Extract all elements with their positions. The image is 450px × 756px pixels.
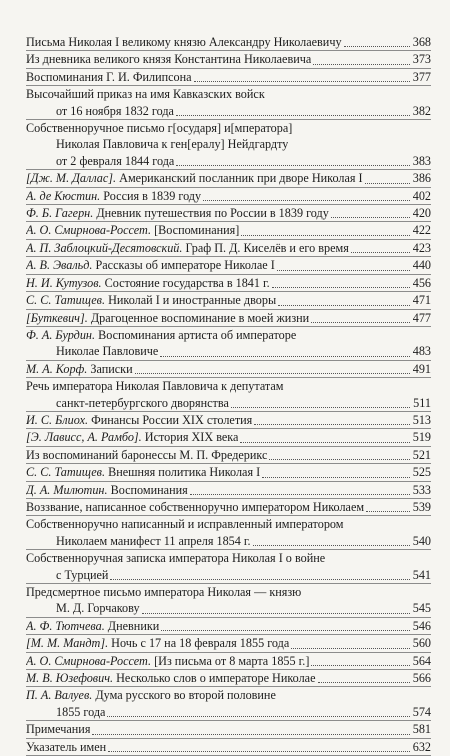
toc-entry-page: 477 (412, 310, 431, 325)
dot-leader (160, 356, 410, 357)
toc-entry-page: 525 (412, 465, 431, 480)
dot-leader (161, 630, 410, 631)
toc-entry-title (26, 292, 276, 308)
toc-entry-line (26, 600, 431, 616)
toc-entry (26, 739, 431, 755)
toc-entry-author: Ф. Б. Гагерн. (26, 206, 94, 221)
toc-entry (26, 292, 431, 308)
toc-entry-line (26, 343, 431, 359)
toc-entry-text: Николае Павловиче (56, 344, 159, 359)
toc-entry (26, 327, 431, 360)
toc-entry-line (26, 188, 431, 204)
toc-entry-title (26, 205, 329, 221)
dot-leader (277, 270, 410, 271)
toc-entry-text: Россия в 1839 году (103, 188, 202, 203)
toc-entry-text: Письма Николая I великому князю Александру Николаевичу (26, 35, 342, 49)
toc-entry-text: [Воспоминания] (154, 223, 240, 238)
toc-entry-line (26, 378, 431, 394)
toc-entry-line (26, 533, 431, 549)
toc-entry-title (56, 395, 229, 411)
toc-entry-text: 1855 года (56, 704, 106, 719)
toc-entry-line (26, 739, 431, 755)
dot-leader (291, 648, 410, 649)
toc-entry-text: Собственноручная записка императора Николая I о войне (26, 551, 326, 566)
toc-entry-page: 574 (412, 704, 431, 719)
toc-entry-title (26, 222, 239, 238)
dot-leader (194, 81, 410, 82)
toc-entry-page: 541 (412, 567, 431, 582)
toc-entry-line (26, 292, 431, 308)
toc-entry-author: А. О. Смирнова-Россет. (26, 223, 152, 238)
toc-entry-title (26, 412, 252, 428)
toc-entry-title (26, 170, 363, 186)
toc-entry-line (26, 653, 431, 669)
toc-entry-author: А. П. Заблоцкий-Десятовский. (26, 240, 183, 255)
toc-entry-text: Дневник путешествия по России в 1839 году (96, 206, 329, 221)
toc-entry-page: 383 (412, 153, 431, 168)
toc-entry-author: Н. И. Кутузов. (26, 275, 102, 290)
toc-entry-text: Воспоминания (110, 482, 188, 497)
toc-entry (26, 429, 431, 445)
toc-entry-line (26, 361, 431, 377)
dot-leader (176, 165, 410, 166)
toc-entry-page: 402 (412, 188, 431, 203)
toc-entry-title (26, 86, 265, 102)
toc-entry-line (26, 567, 431, 583)
toc-entry-page: 546 (412, 618, 431, 633)
dot-leader (313, 64, 410, 65)
toc-entry-line (26, 447, 431, 463)
toc-entry-line (26, 687, 431, 703)
dot-leader (366, 511, 410, 512)
toc-entry-author: П. А. Валуев. (26, 688, 93, 703)
toc-entry-text: Воспоминания артиста об императоре (98, 327, 297, 342)
toc-entry-line (26, 153, 431, 169)
toc-entry-title (26, 670, 316, 686)
toc-entry (26, 447, 431, 463)
toc-entry-title (26, 499, 364, 515)
toc-entry-text: Собственноручно написанный и исправленный императором (26, 517, 344, 532)
toc-entry-line (26, 310, 431, 326)
dot-leader (272, 287, 410, 288)
toc-entry-title (26, 240, 349, 256)
toc-entry (26, 464, 431, 480)
toc-entry-page: 521 (412, 447, 431, 462)
toc-entry-line (26, 429, 431, 445)
toc-entry-title (26, 378, 284, 394)
toc-entry-line (26, 275, 431, 291)
toc-entry (26, 378, 431, 411)
toc-entry-text: Воззвание, написанное собственноручно императором Николаем (26, 499, 365, 514)
toc-entry-page: 511 (413, 395, 431, 410)
dot-leader (253, 545, 410, 546)
toc-entry-line (26, 103, 431, 119)
toc-entry-page: 440 (412, 258, 431, 273)
toc-entry (26, 240, 431, 256)
toc-entry-line (26, 482, 431, 498)
toc-entry-text: Драгоценное воспоминание в моей жизни (90, 310, 310, 325)
dot-leader (344, 46, 410, 47)
toc-entry-title (26, 120, 292, 136)
toc-entry-page: 471 (412, 293, 431, 308)
toc-entry-title (26, 739, 106, 755)
dot-leader (92, 734, 410, 735)
toc-entry (26, 86, 431, 119)
toc-entry-page: 581 (412, 722, 431, 737)
toc-entry-text: Высочайший приказ на имя Кавказских войск (26, 87, 265, 102)
toc-entry (26, 721, 431, 737)
bleed-through-text (118, 602, 120, 611)
toc-entry-title (26, 257, 275, 273)
toc-entry-title (56, 153, 174, 169)
toc-entry-title (56, 343, 158, 359)
dot-leader (142, 613, 410, 614)
toc-entry-page: 533 (412, 482, 431, 497)
toc-entry-text: [Из письма от 8 марта 1855 г.] (154, 653, 310, 668)
toc-entry-title (26, 310, 309, 326)
dot-leader (241, 235, 410, 236)
toc-entry-page: 423 (412, 240, 431, 255)
toc-entry-text: Предсмертное письмо императора Николая — князю (26, 585, 302, 599)
dot-leader (351, 252, 410, 253)
toc-entry (26, 257, 431, 273)
toc-entry-line (26, 516, 431, 532)
toc-entry (26, 361, 431, 377)
toc-entry-line (26, 327, 431, 343)
toc-entry-title (26, 584, 301, 600)
toc-entry-line (26, 464, 431, 480)
toc-entry-line (26, 69, 431, 85)
toc-entry-title (26, 69, 192, 85)
toc-entry-page: 368 (412, 35, 431, 49)
toc-entry-line (26, 550, 431, 566)
toc-entry-text: Ночь с 17 на 18 февраля 1855 года (111, 636, 290, 651)
toc-entry-text: Примечания (26, 722, 91, 737)
toc-entry-text: Собственноручное письмо г[осударя] и[мператора] (26, 121, 293, 136)
toc-entry-author: А. де Кюстин. (26, 188, 101, 203)
toc-entry-author: М. В. Юзефович. (26, 671, 114, 686)
toc-entry-line (26, 222, 431, 238)
toc-entry (26, 275, 431, 291)
toc-entry (26, 34, 431, 50)
toc-entry (26, 499, 431, 515)
toc-entry (26, 310, 431, 326)
toc-entry-page: 382 (412, 103, 431, 118)
toc-entry (26, 687, 431, 720)
toc-entry (26, 584, 431, 617)
dot-leader (135, 373, 410, 374)
toc-entry-text: Состояние государства в 1841 г. (104, 275, 270, 290)
toc-entry-title (26, 51, 311, 67)
toc-entry (26, 516, 431, 549)
toc-entry-text: Николай I и иностранные дворы (108, 293, 277, 308)
toc-entry-line (26, 618, 431, 634)
toc-entry-page: 564 (412, 653, 431, 668)
dot-leader (240, 442, 410, 443)
toc-entry-author: С. С. Татищев. (26, 465, 106, 480)
dot-leader (231, 407, 410, 408)
toc-entry (26, 653, 431, 669)
toc-entry-page: 560 (412, 636, 431, 651)
toc-entry-text: Указатель имен (26, 739, 107, 754)
toc-entry-line (26, 635, 431, 651)
toc-entry-text: Николаем манифест 11 апреля 1854 г. (56, 533, 251, 548)
toc-entry-text: с Турцией (56, 567, 109, 582)
dot-leader (262, 477, 410, 478)
toc-entry-title (26, 327, 296, 343)
dot-leader (365, 183, 410, 184)
toc-entry (26, 205, 431, 221)
toc-entry-line (26, 412, 431, 428)
toc-entry-author: [Э. Лависс, А. Рамбо]. (26, 430, 142, 445)
toc-entry (26, 412, 431, 428)
toc-entry-line (26, 120, 431, 136)
toc-entry-author: И. С. Блиох. (26, 412, 89, 427)
toc-entry-text: Финансы России XIX столетия (91, 412, 253, 427)
toc-entry-text: Дума русского во второй половине (95, 688, 276, 703)
toc-entry-text: санкт-петербургского дворянства (56, 395, 229, 410)
toc-entry-title (26, 429, 238, 445)
toc-entry-title (26, 618, 159, 634)
dot-leader (203, 200, 410, 201)
toc-entry-line (26, 670, 431, 686)
toc-entry-author: [Дж. М. Даллас]. (26, 171, 117, 186)
toc-entry-text: История XIX века (144, 430, 239, 445)
toc-entry-page: 539 (412, 499, 431, 514)
toc-entry (26, 635, 431, 651)
toc-entry-text: Рассказы об императоре Николае I (95, 258, 275, 273)
toc-entry-line (26, 205, 431, 221)
toc-entry-author: Ф. А. Бурдин. (26, 327, 96, 342)
toc-entry-title (26, 635, 289, 651)
toc-entry-text: Граф П. Д. Киселёв и его время (185, 240, 349, 255)
toc-entry-line (26, 499, 431, 515)
toc-entry-page: 483 (412, 344, 431, 359)
toc-entry-page: 540 (412, 533, 431, 548)
toc-entry-line (26, 51, 431, 67)
dot-leader (108, 751, 410, 752)
dot-leader (254, 424, 410, 425)
toc-entry-line (26, 136, 431, 152)
toc-entry-title (56, 704, 105, 720)
toc-entry-title (26, 653, 309, 669)
toc-entry-line (26, 34, 431, 50)
toc-entry-page: 456 (412, 275, 431, 290)
toc-entry-author: [М. М. Мандт]. (26, 636, 109, 651)
toc-entry (26, 120, 431, 169)
toc-entry (26, 618, 431, 634)
toc-entry-title (56, 600, 140, 616)
toc-entry-title (26, 516, 344, 532)
dot-leader (176, 115, 410, 116)
toc-entry-text: Из дневника великого князя Константина Николаевича (26, 52, 312, 67)
dot-leader (110, 579, 410, 580)
dot-leader (318, 682, 411, 683)
toc-entry-title (26, 34, 342, 50)
toc-entry-author: С. С. Татищев. (26, 293, 106, 308)
toc-entry-text: от 16 ноября 1832 года (56, 103, 174, 118)
toc-entry-title (26, 464, 260, 480)
dot-leader (190, 494, 410, 495)
toc-entry-page: 491 (412, 361, 431, 376)
toc-entry-title (56, 136, 288, 152)
toc-entry-title (26, 188, 201, 204)
dot-leader (311, 322, 410, 323)
toc-entry (26, 188, 431, 204)
toc-entry-author: [Буткевич]. (26, 310, 88, 325)
toc-entry-text: Внешняя политика Николая I (108, 465, 261, 480)
toc-entry-title (26, 482, 188, 498)
toc-entry-text: от 2 февраля 1844 года (56, 153, 175, 168)
toc-entry-line (26, 721, 431, 737)
dot-leader (331, 217, 410, 218)
toc-entry-page: 513 (412, 412, 431, 427)
toc-entry-title (26, 275, 270, 291)
toc-entry-page: 566 (412, 671, 431, 686)
toc-entry-text: Дневники (107, 618, 160, 633)
toc-entry-line (26, 395, 431, 411)
toc-entry-line (26, 584, 431, 600)
toc-entry (26, 69, 431, 85)
toc-entry (26, 51, 431, 67)
toc-entry-line (26, 240, 431, 256)
toc-entry-line (26, 170, 431, 186)
toc-entry (26, 170, 431, 186)
toc-entry-title (26, 687, 276, 703)
toc-entry-title (26, 447, 267, 463)
toc-entry-page: 545 (412, 601, 431, 616)
toc-entry-page: 519 (412, 430, 431, 445)
toc-entry-page: 373 (412, 52, 431, 67)
toc-entry-text: Речь императора Николая Павловича к депутатам (26, 379, 284, 394)
toc-entry (26, 670, 431, 686)
toc-entry-title (26, 550, 325, 566)
toc-entry-title (56, 533, 251, 549)
toc-entry-page: 377 (412, 69, 431, 84)
toc-entry-title (56, 567, 108, 583)
toc-entry-page: 632 (412, 739, 431, 754)
toc-entry (26, 222, 431, 238)
dot-leader (278, 305, 410, 306)
toc-entry-author: А. В. Эвальд. (26, 258, 93, 273)
toc-entry-text: М. Д. Горчакову (56, 601, 140, 616)
toc-entry-author: Д. А. Милютин. (26, 482, 108, 497)
toc-entry-line (26, 86, 431, 102)
toc-entry-author: А. О. Смирнова-Россет. (26, 653, 152, 668)
toc-entry-text: Записки (90, 361, 133, 376)
toc-entry-author: А. Ф. Тютчева. (26, 618, 105, 633)
dot-leader (107, 716, 410, 717)
toc-entry (26, 550, 431, 583)
dot-leader (269, 459, 410, 460)
toc-entry-text: Воспоминания Г. И. Филипсона (26, 69, 192, 84)
table-of-contents (26, 34, 431, 756)
toc-entry-text: Николая Павловича к ген[ералу] Нейдгардту (56, 137, 289, 152)
dot-leader (311, 665, 410, 666)
toc-entry-text: Из воспоминаний баронессы М. П. Фредерикс (26, 447, 268, 462)
toc-entry (26, 482, 431, 498)
toc-entry-line (26, 704, 431, 720)
toc-entry-text: Несколько слов о императоре Николае (116, 671, 316, 686)
toc-entry-page: 386 (412, 171, 431, 186)
toc-entry-page: 422 (412, 223, 431, 238)
toc-entry-title (26, 361, 133, 377)
toc-entry-title (26, 721, 90, 737)
toc-entry-title (56, 103, 174, 119)
toc-entry-text: Американский посланник при дворе Николая I (119, 171, 363, 186)
toc-entry-author: М. А. Корф. (26, 361, 88, 376)
toc-entry-line (26, 257, 431, 273)
toc-entry-page: 420 (412, 206, 431, 221)
